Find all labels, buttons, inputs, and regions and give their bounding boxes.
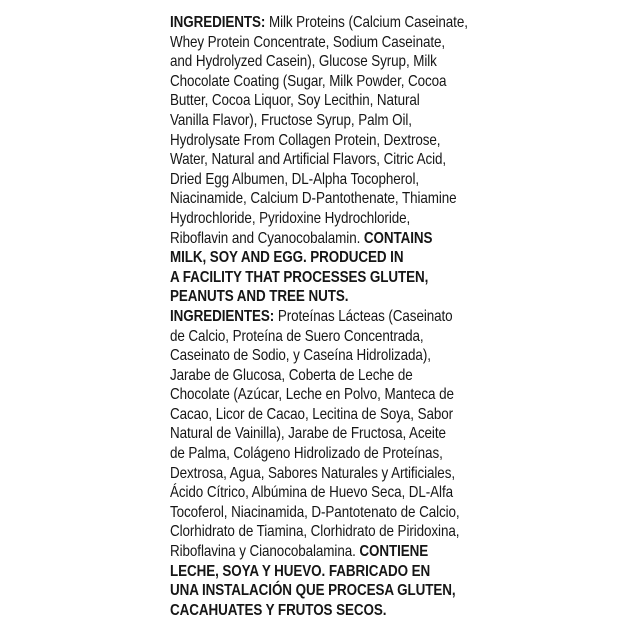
label-line [170, 52, 468, 72]
label-line [170, 170, 468, 190]
label-segment: Jarabe de Glucosa, Coberta de Leche de [170, 366, 413, 384]
label-line [170, 424, 468, 444]
label-segment: Proteínas Lácteas (Caseinato [274, 307, 453, 325]
label-line [170, 131, 468, 151]
label-segment: Water, Natural and Artificial Flavors, Citric Acid, [170, 151, 447, 169]
label-line [170, 327, 468, 347]
label-line [170, 91, 468, 111]
ingredients-text-block [170, 13, 468, 620]
label-line [170, 72, 468, 92]
label-line [170, 287, 468, 307]
label-segment: Clorhidrato de Tiamina, Clorhidrato de Piridoxina, [170, 523, 460, 541]
label-segment-bold: PEANUTS AND TREE NUTS. [170, 288, 349, 306]
label-segment: Dried Egg Albumen, DL-Alpha Tocopherol, [170, 170, 420, 188]
label-segment-bold: LECHE, SOYA Y HUEVO. FABRICADO EN [170, 562, 431, 580]
label-line [170, 444, 468, 464]
label-line [170, 209, 468, 229]
label-line [170, 601, 468, 621]
label-segment: Ácido Cítrico, Albúmina de Huevo Seca, DL-Alfa [170, 484, 454, 502]
label-line [170, 268, 468, 288]
label-line [170, 522, 468, 542]
label-line [170, 150, 468, 170]
label-segment: de Palma, Colágeno Hidrolizado de Proteínas, [170, 445, 443, 463]
label-line [170, 229, 468, 249]
label-line [170, 189, 468, 209]
label-line [170, 33, 468, 53]
label-segment: Hydrochloride, Pyridoxine Hydrochloride, [170, 209, 411, 227]
label-segment-bold: INGREDIENTS: [170, 14, 266, 31]
label-segment-bold: CACAHUATES Y FRUTOS SECOS. [170, 601, 387, 619]
label-segment-bold: MILK, SOY AND EGG. PRODUCED IN [170, 249, 404, 267]
label-segment-bold: A FACILITY THAT PROCESSES GLUTEN, [170, 268, 429, 286]
label-line [170, 542, 468, 562]
label-line [170, 248, 468, 268]
label-segment: Niacinamide, Calcium D-Pantothenate, Thiamine [170, 190, 457, 208]
label-segment: Tocoferol, Niacinamida, D-Pantotenato de Calcio, [170, 503, 460, 521]
label-segment: de Calcio, Proteína de Suero Concentrada, [170, 327, 424, 345]
label-segment: Cacao, Licor de Cacao, Lecitina de Soya, Sabor [170, 405, 454, 423]
label-line [170, 503, 468, 523]
label-segment: Chocolate Coating (Sugar, Milk Powder, Cocoa [170, 72, 447, 90]
label-segment-bold: CONTAINS [363, 229, 433, 247]
label-line [170, 464, 468, 484]
label-line [170, 483, 468, 503]
label-line [170, 366, 468, 386]
label-segment-bold: INGREDIENTES: [170, 307, 275, 325]
label-segment: Caseinato de Sodio, y Caseína Hidrolizada), [170, 347, 431, 365]
label-line [170, 346, 468, 366]
label-line [170, 307, 468, 327]
label-segment: Whey Protein Concentrate, Sodium Caseinate, [170, 33, 446, 51]
label-line [170, 581, 468, 601]
label-line [170, 562, 468, 582]
label-segment: Vanilla Flavor), Fructose Syrup, Palm Oil, [170, 111, 412, 129]
label-segment: Riboflavin and Cyanocobalamin. [170, 229, 364, 247]
label-line [170, 13, 468, 33]
label-segment: Chocolate (Azúcar, Leche en Polvo, Manteca de [170, 386, 454, 404]
label-line [170, 405, 468, 425]
label-line [170, 111, 468, 131]
label-line [170, 385, 468, 405]
label-segment: Hydrolysate From Collagen Protein, Dextrose, [170, 131, 441, 149]
label-segment-bold: UNA INSTALACIÓN QUE PROCESA GLUTEN, [170, 582, 456, 600]
label-segment: and Hydrolyzed Casein), Glucose Syrup, Milk [170, 53, 437, 71]
label-segment-bold: CONTIENE [359, 543, 429, 561]
label-segment: Butter, Cocoa Liquor, Soy Lecithin, Natural [170, 92, 420, 110]
label-segment: Riboflavina y Cianocobalamina. [170, 543, 360, 561]
label-segment: Dextrosa, Agua, Sabores Naturales y Artificiales, [170, 464, 455, 482]
label-segment: Natural de Vainilla), Jarabe de Fructosa, Aceite [170, 425, 446, 443]
label-segment: Milk Proteins (Calcium Caseinate, [265, 14, 468, 31]
